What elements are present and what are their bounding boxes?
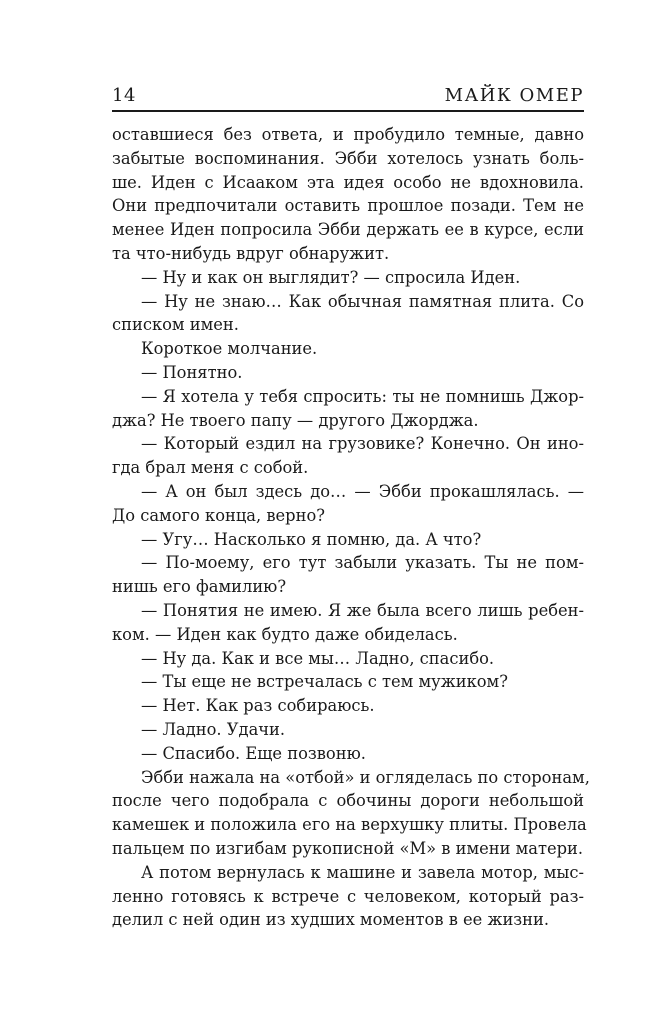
body-text xyxy=(112,123,590,932)
text-line: — Понятно. xyxy=(141,362,243,382)
text-line: — Ну и как он выглядит? — спросила Иден. xyxy=(141,267,521,287)
text-line: — Ладно. Удачи. xyxy=(141,719,286,739)
text-line: списком имен. xyxy=(112,315,239,335)
text-line: ленно готовясь к встрече с человеком, который раз- xyxy=(112,886,584,906)
page-number: 14 xyxy=(112,85,136,106)
text-line: — Ну да. Как и все мы… Ладно, спасибо. xyxy=(141,648,495,668)
text-line: забытые воспоминания. Эбби хотелось узнать боль- xyxy=(112,148,584,168)
text-line: — Спасибо. Еще позвоню. xyxy=(141,743,366,763)
text-line: До самого конца, верно? xyxy=(112,505,325,525)
text-line: Они предпочитали оставить прошлое позади. Тем не xyxy=(112,196,584,216)
text-line: — По-моему, его тут забыли указать. Ты не пом- xyxy=(141,553,584,573)
text-line: ком. — Иден как будто даже обиделась. xyxy=(112,624,458,644)
text-line: камешек и положила его на верхушку плиты. Провела xyxy=(112,815,587,835)
text-line: пальцем по изгибам рукописной «М» в имени матери. xyxy=(112,838,584,858)
text-line: после чего подобрала с обочины дороги небольшой xyxy=(112,791,584,811)
text-line: — Который ездил на грузовике? Конечно. Он ино- xyxy=(141,434,584,454)
running-title: МАЙК ОМЕР xyxy=(444,85,584,106)
text-line: гда брал меня с собой. xyxy=(112,458,309,478)
text-line: Эбби нажала на «отбой» и огляделась по сторонам, xyxy=(141,767,590,787)
text-line: — Ты еще не встречалась с тем мужиком? xyxy=(141,672,508,692)
text-line: Короткое молчание. xyxy=(141,339,318,359)
text-line: та что-нибудь вдруг обнаружит. xyxy=(112,243,390,263)
text-line: — Угу… Насколько я помню, да. А что? xyxy=(141,529,482,549)
text-line: — Я хотела у тебя спросить: ты не помнишь Джор- xyxy=(141,386,584,406)
text-line: делил с ней один из худших моментов в ее жизни. xyxy=(112,910,550,930)
text-line: джа? Не твоего папу — другого Джорджа. xyxy=(112,410,479,430)
text-line: — Нет. Как раз собираюсь. xyxy=(141,696,375,716)
text-line: А потом вернулась к машине и завела мотор, мыс- xyxy=(141,862,584,882)
text-line: менее Иден попросила Эбби держать ее в курсе, если xyxy=(112,220,584,240)
text-line: ше. Иден с Исааком эта идея особо не вдохновила. xyxy=(112,172,584,192)
text-line: нишь его фамилию? xyxy=(112,577,287,597)
running-header xyxy=(112,84,584,108)
text-line: оставшиеся без ответа, и пробудило темные, давно xyxy=(112,125,584,144)
text-line: — Ну не знаю… Как обычная памятная плита. Со xyxy=(141,291,584,311)
header-rule xyxy=(112,110,584,112)
text-line: — Понятия не имею. Я же была всего лишь ребен- xyxy=(141,600,584,620)
text-line: — А он был здесь до… — Эбби прокашлялась. — xyxy=(141,481,584,501)
